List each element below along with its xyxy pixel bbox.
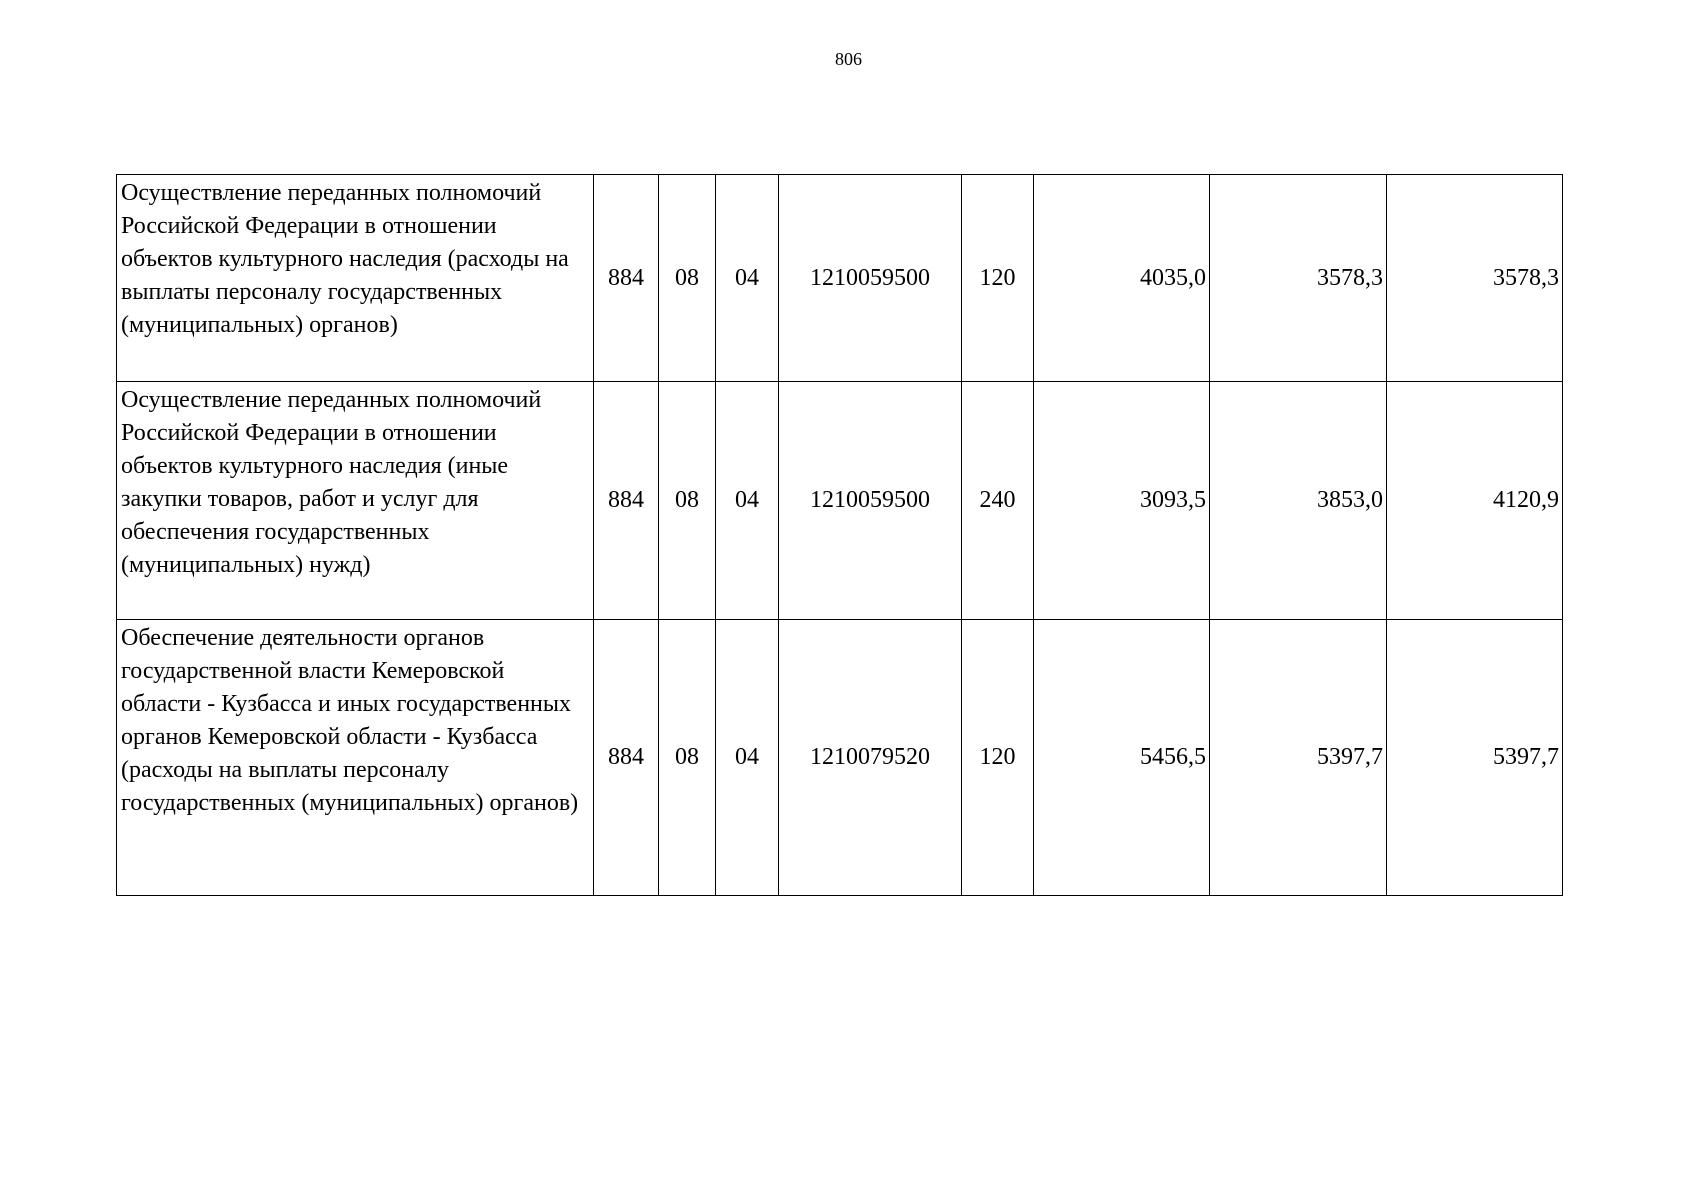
table-row (117, 620, 1563, 896)
expense-type-code: 120 (962, 175, 1034, 382)
budget-table (116, 174, 1563, 896)
table-row (117, 382, 1563, 620)
amount-2: 3578,3 (1210, 175, 1387, 382)
subsection-code: 04 (716, 382, 779, 620)
expense-type-code: 240 (962, 382, 1034, 620)
target-article-code: 1210079520 (779, 620, 962, 896)
amount-2: 5397,7 (1210, 620, 1387, 896)
amount-3: 3578,3 (1387, 175, 1563, 382)
ministry-code: 884 (594, 620, 659, 896)
section-code: 08 (659, 620, 716, 896)
subsection-code: 04 (716, 620, 779, 896)
section-code: 08 (659, 382, 716, 620)
page-number: 806 (835, 49, 862, 69)
amount-3: 5397,7 (1387, 620, 1563, 896)
amount-2: 3853,0 (1210, 382, 1387, 620)
table-row (117, 175, 1563, 382)
row-description: Осуществление переданных полномочий Российской Федерации в отношении объектов культурного наследия (иные закупки товаров, работ и услуг для обеспечения государственных (муниципальных) нужд) (117, 382, 594, 620)
amount-3: 4120,9 (1387, 382, 1563, 620)
amount-1: 3093,5 (1034, 382, 1210, 620)
expense-type-code: 120 (962, 620, 1034, 896)
section-code: 08 (659, 175, 716, 382)
target-article-code: 1210059500 (779, 175, 962, 382)
row-description: Обеспечение деятельности органов государственной власти Кемеровской области - Кузбасса и иных государственных органов Кемеровской области - Кузбасса (расходы на выплаты персоналу государственных (муниципальных) органов) (117, 620, 594, 896)
ministry-code: 884 (594, 175, 659, 382)
ministry-code: 884 (594, 382, 659, 620)
amount-1: 5456,5 (1034, 620, 1210, 896)
subsection-code: 04 (716, 175, 779, 382)
amount-1: 4035,0 (1034, 175, 1210, 382)
target-article-code: 1210059500 (779, 382, 962, 620)
row-description: Осуществление переданных полномочий Российской Федерации в отношении объектов культурного наследия (расходы на выплаты персоналу государственных (муниципальных) органов) (117, 175, 594, 382)
